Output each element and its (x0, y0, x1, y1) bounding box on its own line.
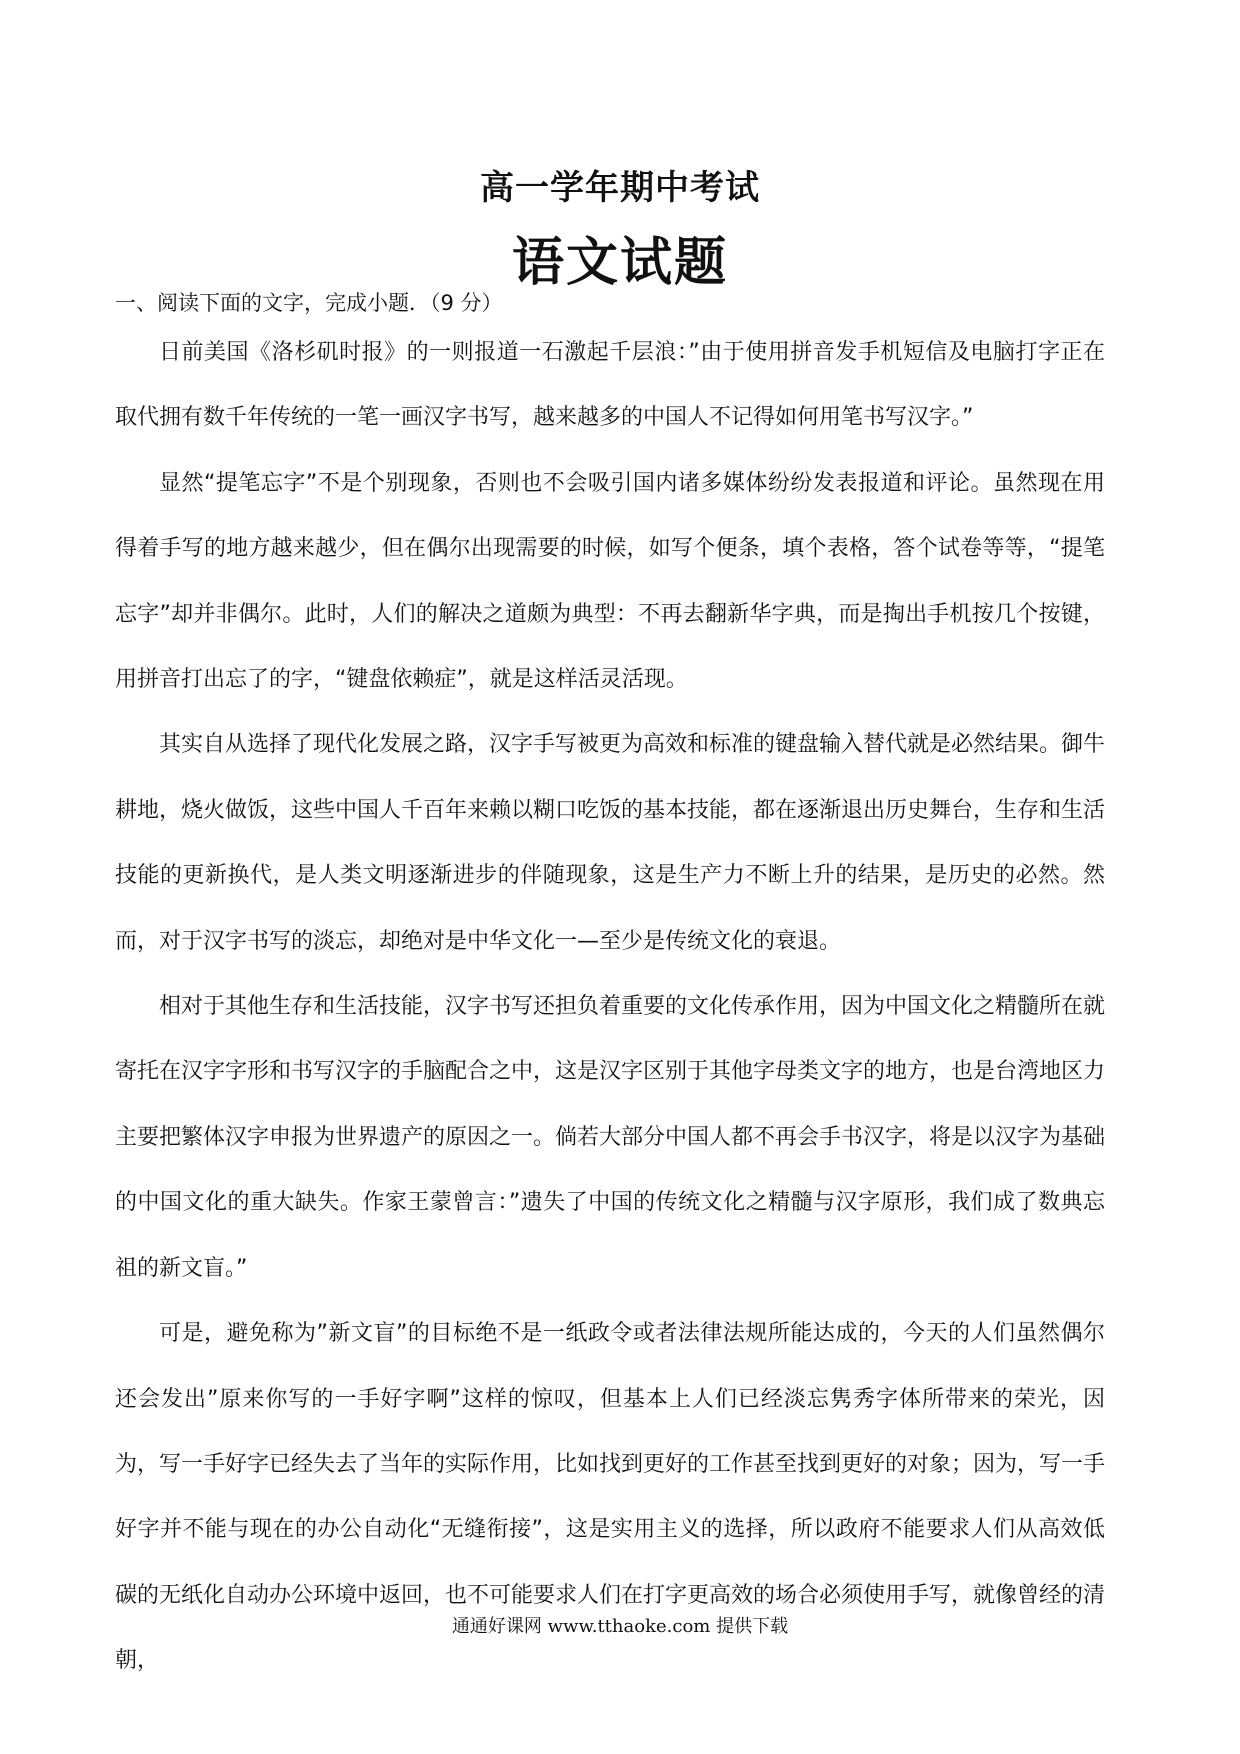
paragraph-1: 日前美国《洛杉矶时报》的一则报道一石激起千层浪：”由于使用拼音发手机短信及电脑打字正在取代拥有数千年传统的一笔一画汉字书写，越来越多的中国人不记得如何用笔书写汉字。” (115, 340, 1105, 431)
paragraph-2: 显然“提笔忘字”不是个别现象，否则也不会吸引国内诸多媒体纷纷发表报道和评论。虽然现在用得着手写的地方越来越少，但在偶尔出现需要的时候，如写个便条，填个表格，答个试卷等等，“提笔忘字”却并非偶尔。此时，人们的解决之道颇为典型：不再去翻新华字典，而是掏出手机按几个按键，用拼音打出忘了的字，“键盘依赖症”，就是这样活灵活现。 (115, 470, 1105, 693)
reading-passage (115, 320, 1105, 1694)
section-heading: 一、阅读下面的文字，完成小题．（9 分） (115, 291, 503, 315)
paragraph-5: 可是，避免称为”新文盲”的目标绝不是一纸政令或者法律法规所能达成的，今天的人们虽然偶尔还会发出”原来你写的一手好字啊”这样的惊叹，但基本上人们已经淡忘隽秀字体所带来的荣光，因为，写一手好字已经失去了当年的实际作用，比如找到更好的工作甚至找到更好的对象；因为，写一手好字并不能与现在的办公自动化“无缝衔接”，这是实用主义的选择，所以政府不能要求人们从高效低碳的无纸化自动办公环境中返回，也不可能要求人们在打字更高效的场合必须使用手写，就像曾经的清朝， (115, 1321, 1106, 1674)
paragraph-4: 相对于其他生存和生活技能，汉字书写还担负着重要的文化传承作用，因为中国文化之精髓所在就寄托在汉字字形和书写汉字的手脑配合之中，这是汉字区别于其他字母类文字的地方，也是台湾地区力主要把繁体汉字申报为世界遗产的原因之一。倘若大部分中国人都不再会手书汉字，将是以汉字为基础的中国文化的重大缺失。作家王蒙曾言：”遗失了中国的传统文化之精髓与汉字原形，我们成了数典忘祖的新文盲。” (115, 994, 1106, 1281)
paragraph-3: 其实自从选择了现代化发展之路，汉字手写被更为高效和标准的键盘输入替代就是必然结果。御牛耕地，烧火做饭，这些中国人千百年来赖以糊口吃饭的基本技能，都在逐渐退出历史舞台，生存和生活技能的更新换代，是人类文明逐渐进步的伴随现象，这是生产力不断上升的结果，是历史的必然。然而，对于汉字书写的淡忘，却绝对是中华文化一—至少是传统文化的衰退。 (115, 732, 1106, 954)
exam-title: 语文试题 (511, 232, 728, 293)
page-footer: 通通好课网 www.tthaoke.com 提供下载 (451, 1616, 789, 1637)
exam-subtitle: 高一学年期中考试 (480, 168, 760, 208)
